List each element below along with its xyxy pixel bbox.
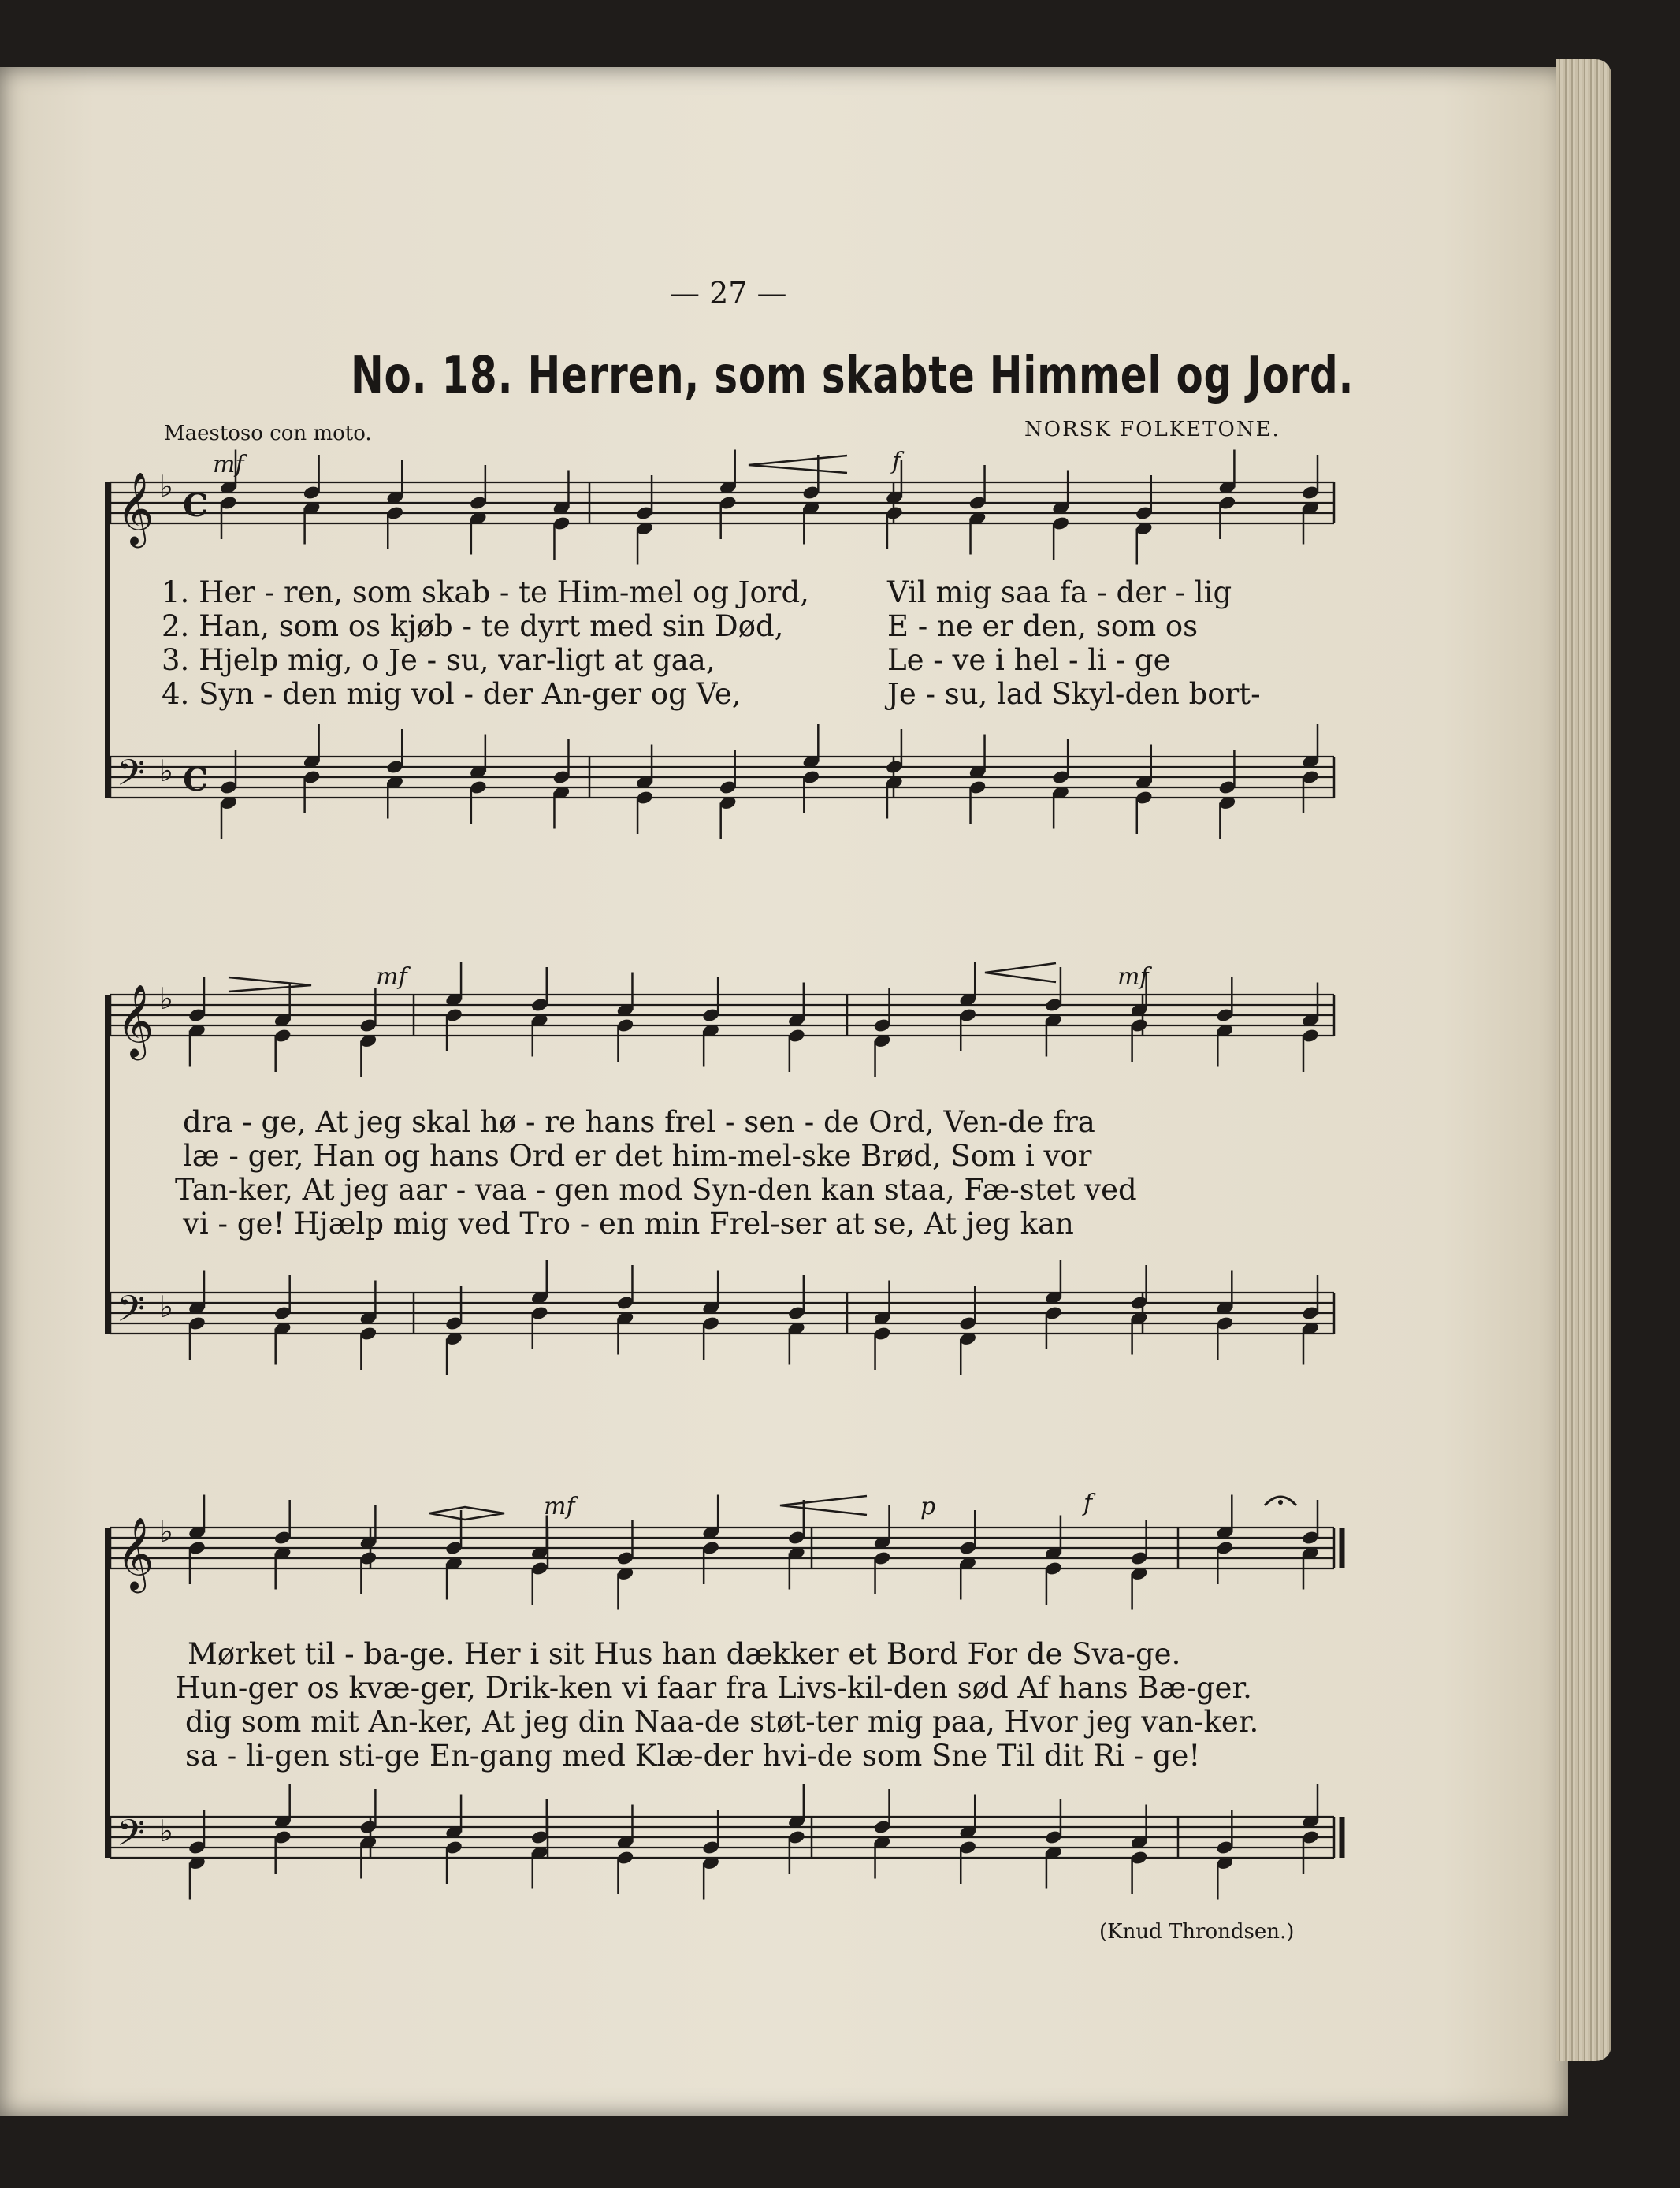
dynamic-p: p xyxy=(920,1493,936,1520)
dynamic-mf: mf xyxy=(1117,963,1149,991)
bass-clef-icon: 𝄢 xyxy=(117,1812,146,1863)
flat-icon: ♭ xyxy=(159,981,173,1017)
lyric-verse-2b: E - ne er den, som os xyxy=(887,609,1199,643)
lyric-verse-2a: 2. Han, som os kjøb - te dyrt med sin Død, xyxy=(162,609,784,643)
treble-clef-icon: 𝄞 xyxy=(117,1516,154,1590)
treble-clef-icon: 𝄞 xyxy=(117,471,154,545)
time-signature: C xyxy=(183,761,208,798)
decrescendo-icon xyxy=(229,977,311,992)
lyric-verse-4a: 4. Syn - den mig vol - der An-ger og Ve, xyxy=(162,677,742,711)
dynamic-mf: mf xyxy=(376,963,407,991)
tune-source: NORSK FOLKETONE. xyxy=(1024,418,1280,441)
dynamic-f: f xyxy=(1083,1490,1093,1517)
lyric-verse-3b: Le - ve i hel - li - ge xyxy=(887,643,1171,677)
composer-credit: (Knud Throndsen.) xyxy=(1099,1920,1295,1944)
lyric-verse-1b: Vil mig saa fa - der - lig xyxy=(887,575,1232,609)
flat-icon: ♭ xyxy=(159,469,173,504)
dynamic-mf: mf xyxy=(544,1493,575,1520)
lyric-line: Tan-ker, At jeg aar - vaa - gen mod Syn-den kan staa, Fæ-stet ved xyxy=(175,1173,1137,1207)
flat-icon: ♭ xyxy=(159,1814,173,1849)
lyric-line: sa - li-gen sti-ge En-gang med Klæ-der hvi-de som Sne Til dit Ri - ge! xyxy=(185,1739,1201,1773)
page-number: — 27 — xyxy=(670,276,787,311)
lyric-line: Mørket til - ba-ge. Her i sit Hus han dækker et Bord For de Sva-ge. xyxy=(188,1637,1181,1671)
treble-clef-icon: 𝄞 xyxy=(117,984,154,1057)
time-signature: C xyxy=(183,487,208,524)
crescendo-icon xyxy=(749,456,847,473)
lyric-verse-3a: 3. Hjelp mig, o Je - su, var-ligt at gaa, xyxy=(162,643,715,677)
lyric-verse-1a: 1. Her - ren, som skab - te Him-mel og Jord, xyxy=(162,575,809,609)
flat-icon: ♭ xyxy=(159,754,173,789)
crescendo-icon xyxy=(780,1496,867,1515)
swell-icon xyxy=(429,1507,504,1520)
dynamic-f: f xyxy=(892,448,901,475)
flat-icon: ♭ xyxy=(159,1514,173,1550)
tempo-marking: Maestoso con moto. xyxy=(164,422,372,445)
fermata-dot xyxy=(1278,1500,1283,1505)
lyric-verse-4b: Je - su, lad Skyl-den bort- xyxy=(887,677,1261,711)
crescendo-icon xyxy=(985,963,1056,982)
dynamic-mf: mf xyxy=(213,451,244,478)
bass-clef-icon: 𝄢 xyxy=(117,752,146,803)
bass-clef-icon: 𝄢 xyxy=(117,1288,146,1339)
lyric-line: vi - ge! Hjælp mig ved Tro - en min Frel-ser at se, At jeg kan xyxy=(183,1207,1074,1241)
hymn-title: No. 18. Herren, som skabte Himmel og Jord. xyxy=(351,347,1355,405)
lyric-line: dig som mit An-ker, At jeg din Naa-de støt-ter mig paa, Hvor jeg van-ker. xyxy=(185,1705,1259,1739)
lyric-line: læ - ger, Han og hans Ord er det him-mel-ske Brød, Som i vor xyxy=(183,1139,1092,1173)
flat-icon: ♭ xyxy=(159,1289,173,1325)
lyric-line: Hun-ger os kvæ-ger, Drik-ken vi faar fra Livs-kil-den sød Af hans Bæ-ger. xyxy=(175,1671,1252,1705)
lyric-line: dra - ge, At jeg skal hø - re hans frel - sen - de Ord, Ven-de fra xyxy=(183,1105,1095,1139)
